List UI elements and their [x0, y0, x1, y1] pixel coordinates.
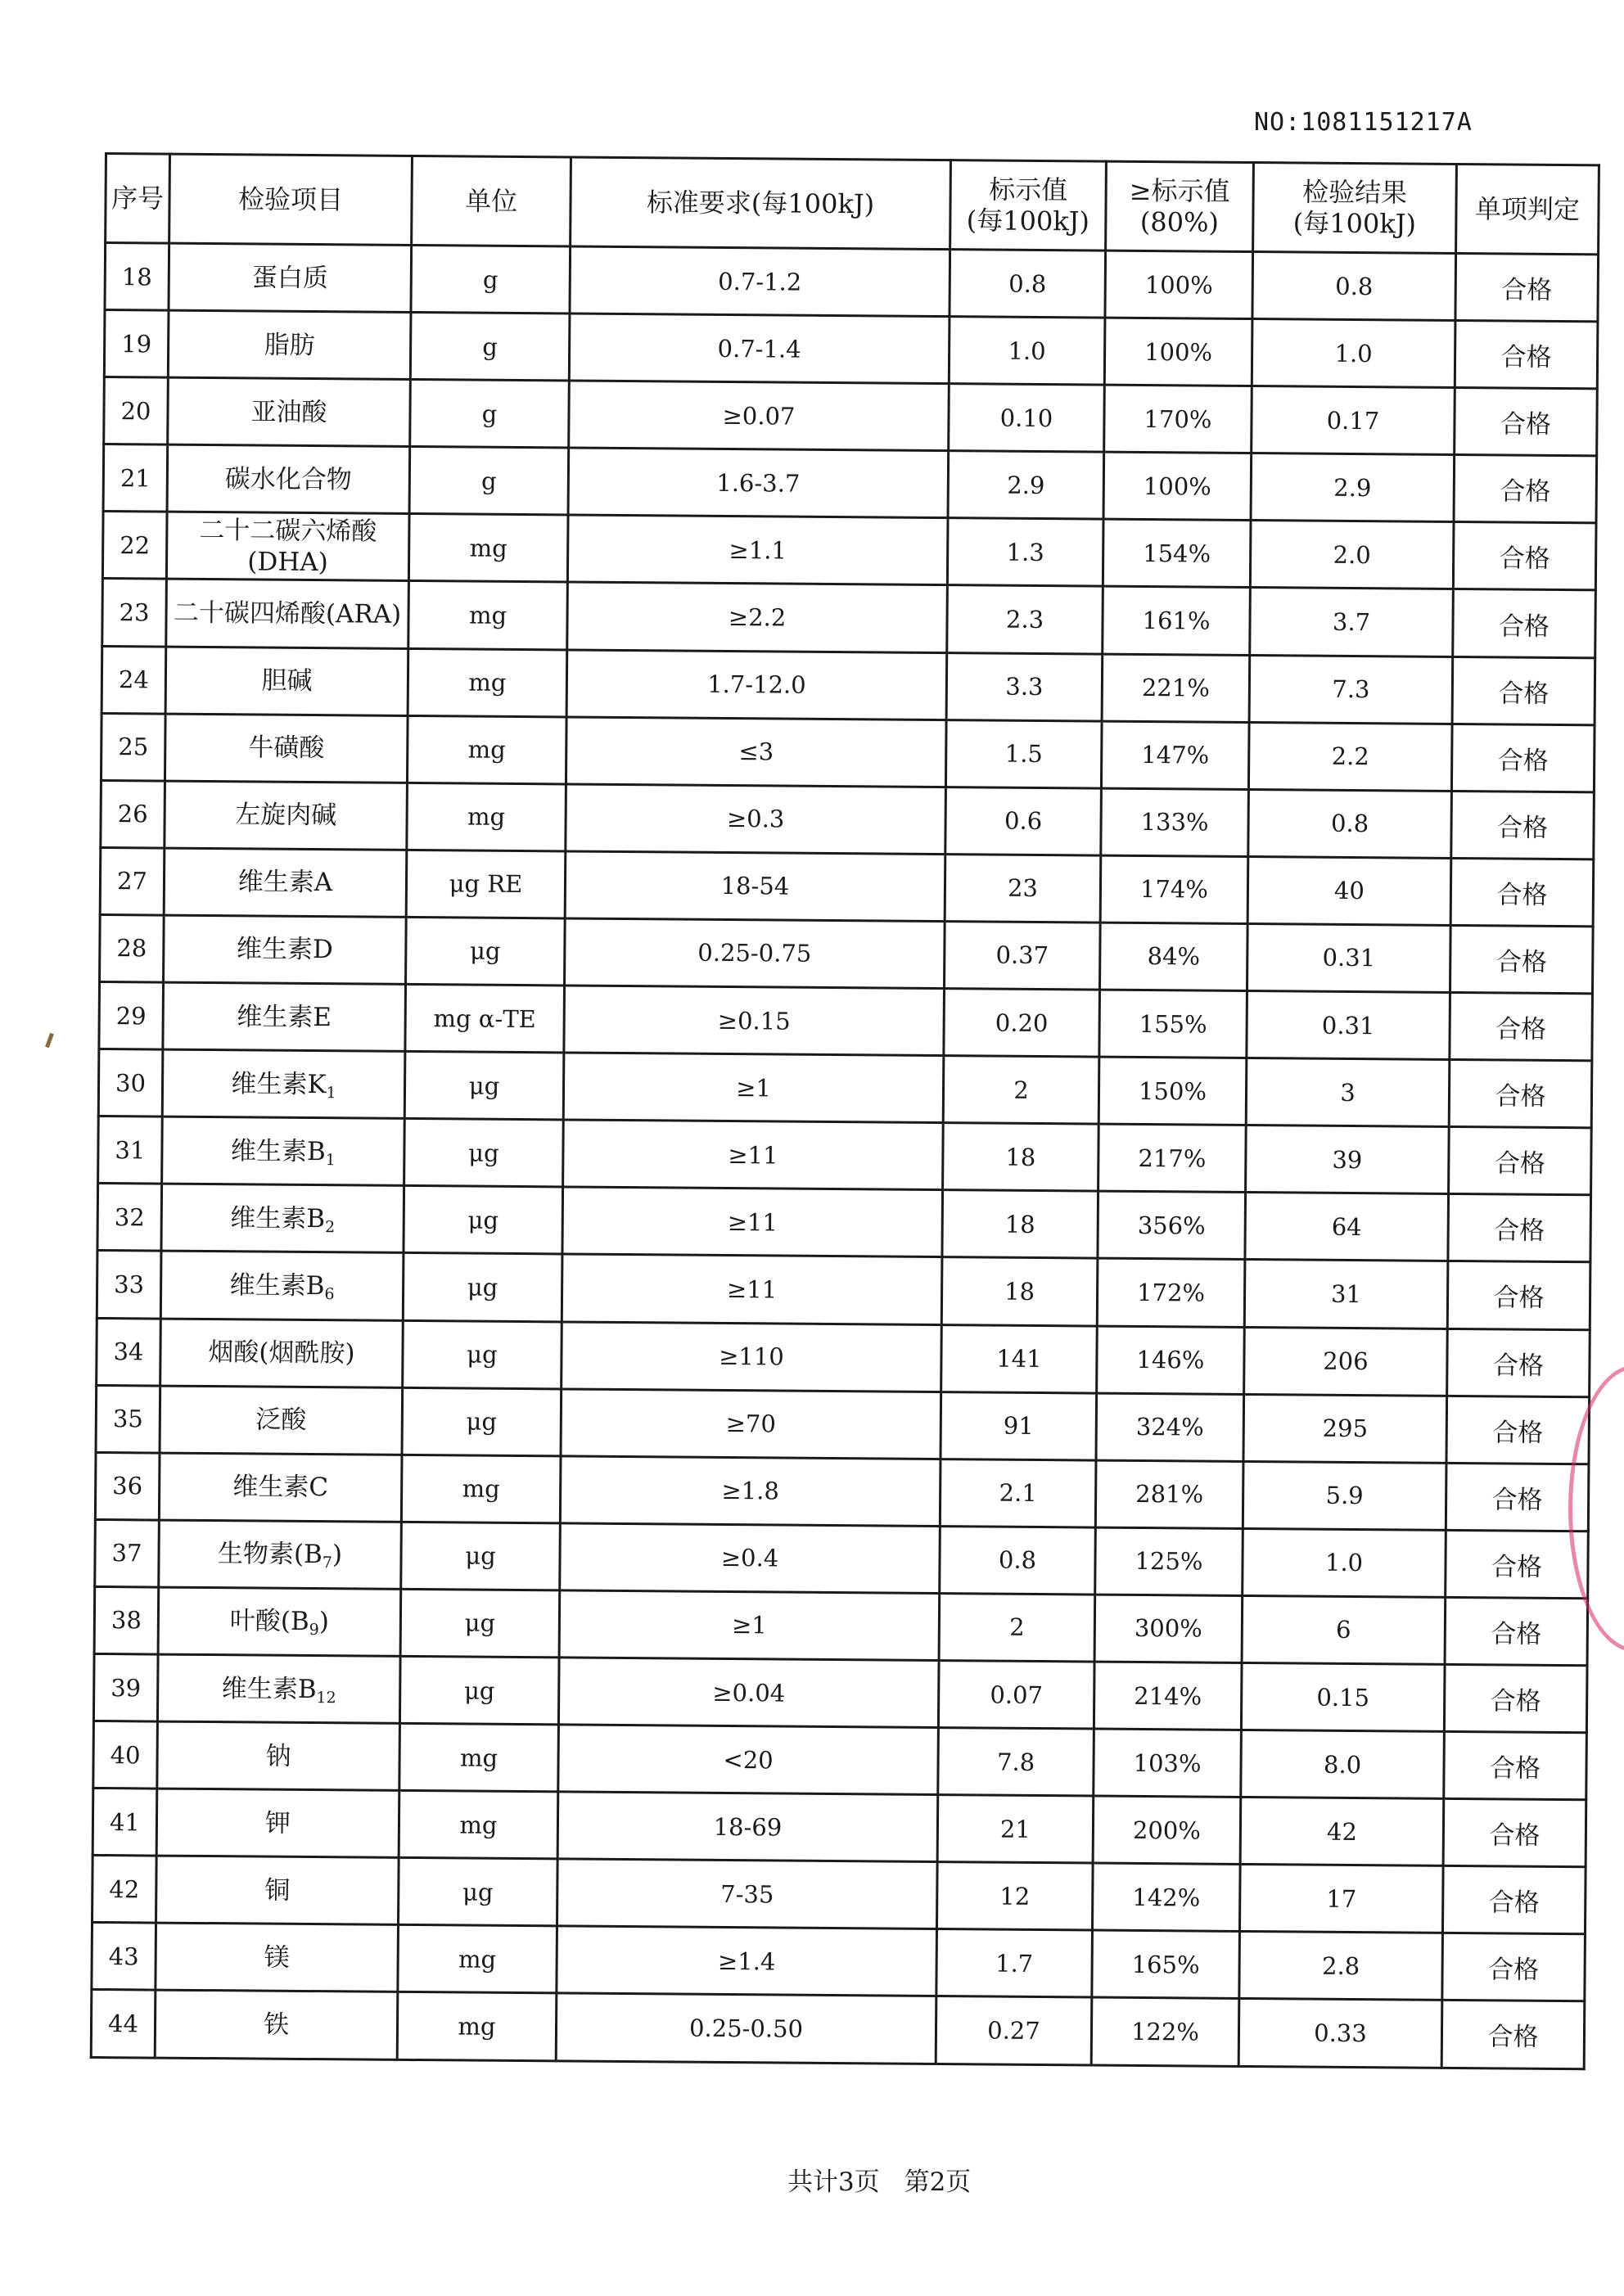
item-name: 镁	[156, 1923, 399, 1992]
labeled-value: 7.8	[938, 1728, 1094, 1797]
ratio-to-label: 122%	[1091, 1997, 1239, 2066]
unit: mg	[408, 581, 568, 650]
item-name: 维生素E	[163, 982, 406, 1051]
unit: μg	[403, 1253, 562, 1322]
judgement: 合格	[1451, 724, 1595, 792]
judgement: 合格	[1446, 1396, 1590, 1464]
test-result: 39	[1246, 1125, 1450, 1194]
unit: μg	[404, 1186, 563, 1255]
table-row	[102, 579, 1596, 657]
item-name: 牛磺酸	[165, 714, 408, 783]
item-name: 脂肪	[168, 310, 411, 379]
unit: mg α-TE	[405, 984, 565, 1053]
ratio-to-label: 221%	[1102, 654, 1250, 723]
standard-requirement: ≥70	[561, 1389, 941, 1459]
row-index: 21	[103, 444, 168, 512]
item-name: 泛酸	[160, 1386, 403, 1455]
test-result: 2.9	[1251, 453, 1455, 522]
table-row	[93, 1721, 1587, 1800]
test-result: 42	[1240, 1798, 1444, 1866]
unit: g	[411, 245, 571, 314]
item-name: 维生素$B_6$	[160, 1251, 404, 1319]
ratio-to-label: 200%	[1093, 1796, 1241, 1865]
unit: μg	[404, 1119, 564, 1188]
unit: g	[409, 447, 569, 516]
row-index: 44	[91, 1990, 156, 2058]
row-index: 42	[92, 1856, 157, 1924]
table-row	[98, 1049, 1592, 1128]
ratio-to-label: 100%	[1103, 452, 1252, 521]
test-result: 31	[1244, 1260, 1448, 1328]
unit: μg	[404, 1052, 564, 1121]
table-row	[94, 1586, 1588, 1665]
standard-requirement: 0.25-0.75	[565, 918, 945, 989]
item-name: 蛋白质	[169, 243, 412, 312]
judgement: 合格	[1447, 1261, 1590, 1329]
labeled-value: 12	[936, 1862, 1093, 1931]
col-header-standard: 标准要求(每100kJ)	[571, 157, 951, 250]
report-number: NO:1081151217A	[1254, 108, 1473, 137]
judgement: 合格	[1452, 656, 1595, 724]
item-name: 维生素D	[164, 915, 407, 984]
labeled-value: 0.10	[949, 384, 1105, 453]
judgement: 合格	[1444, 1664, 1587, 1732]
unit: mg	[408, 514, 568, 583]
ratio-to-label: 324%	[1096, 1393, 1244, 1462]
test-result: 0.31	[1247, 991, 1450, 1060]
labeled-value: 18	[942, 1190, 1098, 1259]
standard-requirement: 18-69	[557, 1792, 938, 1862]
judgement: 合格	[1441, 2001, 1585, 2068]
row-index: 19	[104, 310, 169, 378]
labeled-value: 21	[937, 1795, 1094, 1864]
labeled-value: 0.8	[940, 1526, 1096, 1595]
item-name: 维生素$B_{12}$	[157, 1654, 400, 1723]
judgement: 合格	[1455, 253, 1599, 321]
standard-requirement: 7-35	[557, 1859, 937, 1929]
labeled-value: 0.8	[950, 250, 1106, 318]
standard-requirement: ≥0.15	[564, 986, 945, 1056]
row-index: 34	[97, 1318, 161, 1386]
judgement: 合格	[1450, 925, 1593, 993]
standard-requirement: <20	[558, 1725, 939, 1795]
item-name: 左旋肉碱	[165, 781, 408, 850]
item-name: 维生素C	[159, 1453, 402, 1522]
table-row	[91, 1990, 1585, 2068]
row-index: 33	[97, 1251, 161, 1319]
labeled-value: 1.5	[945, 719, 1102, 788]
ratio-to-label: 172%	[1097, 1258, 1245, 1327]
item-name: 铜	[156, 1856, 399, 1924]
test-result: 40	[1247, 856, 1451, 925]
ratio-to-label: 217%	[1098, 1124, 1247, 1193]
ratio-to-label: 170%	[1104, 385, 1252, 453]
item-name: 碳水化合物	[167, 444, 410, 513]
row-index: 27	[100, 847, 165, 915]
standard-requirement: ≥1.1	[567, 515, 948, 585]
row-index: 36	[95, 1452, 160, 1520]
ratio-to-label: 154%	[1103, 519, 1251, 588]
judgement: 合格	[1450, 992, 1593, 1060]
test-result: 295	[1243, 1394, 1447, 1463]
item-name: 烟酸(烟酰胺)	[160, 1319, 404, 1387]
col-header-result: 检验结果 (每100kJ)	[1253, 163, 1457, 254]
table-row	[92, 1856, 1586, 1934]
table-row	[99, 982, 1593, 1061]
table-row	[97, 1251, 1590, 1329]
standard-requirement: ≥0.4	[560, 1523, 941, 1594]
test-result: 3.7	[1250, 588, 1454, 656]
item-name: 二十碳四烯酸(ARA)	[166, 580, 409, 648]
labeled-value: 0.6	[945, 787, 1102, 855]
test-result: 206	[1244, 1327, 1448, 1396]
judgement: 合格	[1455, 321, 1598, 389]
row-index: 20	[104, 377, 169, 445]
table-row	[100, 847, 1594, 926]
col-header-judgement: 单项判定	[1456, 164, 1599, 254]
table-row	[92, 1789, 1586, 1867]
row-index: 43	[92, 1923, 156, 1991]
labeled-value: 23	[945, 854, 1101, 922]
standard-requirement: ≥11	[563, 1120, 944, 1190]
labeled-value: 2	[943, 1056, 1099, 1125]
labeled-value: 1.3	[947, 518, 1103, 587]
test-result: 0.15	[1241, 1662, 1445, 1731]
standard-requirement: 0.7-1.4	[569, 314, 950, 384]
unit: μg	[406, 917, 566, 986]
unit: mg	[407, 715, 566, 784]
standard-requirement: 0.7-1.2	[570, 246, 950, 317]
row-index: 38	[94, 1586, 159, 1654]
row-index: 37	[95, 1519, 160, 1587]
row-index: 28	[100, 914, 165, 982]
row-index: 24	[102, 646, 166, 714]
standard-requirement: ≥0.3	[566, 784, 946, 855]
ratio-to-label: 214%	[1094, 1662, 1242, 1730]
col-header-ratio: ≥标示值 (80%)	[1106, 161, 1254, 251]
labeled-value: 3.3	[946, 652, 1103, 721]
ratio-to-label: 150%	[1098, 1057, 1247, 1125]
judgement: 合格	[1447, 1328, 1590, 1396]
item-name: 钠	[157, 1721, 400, 1790]
judgement: 合格	[1445, 1597, 1588, 1665]
item-name: 维生素A	[164, 848, 407, 917]
unit: g	[410, 313, 570, 381]
test-result: 0.31	[1247, 923, 1450, 992]
unit: mg	[401, 1455, 561, 1523]
inspection-results-table	[90, 152, 1600, 2070]
row-index: 31	[98, 1116, 163, 1184]
standard-requirement: ≥110	[562, 1321, 942, 1392]
labeled-value: 1.7	[936, 1929, 1093, 1998]
judgement: 合格	[1450, 858, 1594, 926]
labeled-value: 0.37	[945, 922, 1101, 990]
test-result: 6	[1242, 1595, 1446, 1664]
item-name: 生物素$(B_7)$	[159, 1520, 402, 1589]
judgement: 合格	[1453, 589, 1596, 657]
labeled-value: 2.9	[948, 451, 1104, 520]
unit: μg	[399, 1858, 558, 1927]
unit: mg	[408, 648, 567, 717]
ratio-to-label: 103%	[1094, 1729, 1242, 1798]
ratio-to-label: 142%	[1092, 1863, 1240, 1932]
judgement: 合格	[1444, 1731, 1587, 1799]
row-index: 26	[101, 780, 165, 848]
judgement: 合格	[1455, 388, 1598, 456]
ratio-to-label: 155%	[1099, 990, 1247, 1058]
row-index: 35	[96, 1385, 160, 1453]
table-row	[102, 646, 1595, 724]
judgement: 合格	[1453, 522, 1596, 590]
unit: μg	[403, 1320, 562, 1389]
unit: μg	[402, 1387, 562, 1456]
labeled-value: 0.27	[936, 1996, 1092, 2065]
row-index: 18	[105, 243, 169, 311]
table-row	[98, 1116, 1592, 1195]
unit: μg	[400, 1589, 560, 1658]
judgement: 合格	[1446, 1530, 1589, 1598]
item-name: 铁	[155, 1990, 398, 2059]
item-name: 叶酸$(B_9)$	[158, 1587, 401, 1656]
standard-requirement: ≥2.2	[567, 582, 948, 652]
judgement: 合格	[1449, 1127, 1592, 1195]
table-row	[92, 1923, 1586, 2001]
judgement: 合格	[1449, 1060, 1592, 1128]
judgement: 合格	[1442, 1866, 1586, 1934]
standard-requirement: ≥1	[559, 1590, 940, 1661]
ratio-to-label: 161%	[1103, 587, 1251, 656]
item-name: 二十二碳六烯酸 (DHA)	[166, 512, 409, 580]
test-result: 1.0	[1243, 1528, 1446, 1597]
ratio-to-label: 165%	[1092, 1930, 1240, 1999]
unit: μg RE	[406, 850, 566, 918]
unit: mg	[407, 783, 566, 851]
item-name: 维生素$K_1$	[162, 1049, 405, 1118]
row-index: 22	[102, 512, 167, 580]
test-result: 0.33	[1238, 1999, 1442, 2068]
test-result: 1.0	[1252, 319, 1455, 388]
labeled-value: 0.20	[944, 989, 1100, 1058]
labeled-value: 0.07	[938, 1661, 1094, 1730]
ratio-to-label: 100%	[1104, 318, 1252, 386]
test-result: 7.3	[1249, 655, 1453, 724]
judgement: 合格	[1442, 1933, 1586, 2001]
test-result: 64	[1245, 1193, 1449, 1261]
table-row	[101, 713, 1595, 792]
table-row	[101, 780, 1595, 859]
row-index: 40	[93, 1721, 158, 1789]
page-footer: 共计3页 第2页	[787, 2167, 972, 2197]
table-row	[105, 243, 1599, 322]
ratio-to-label: 356%	[1098, 1191, 1246, 1260]
row-index: 30	[98, 1049, 163, 1117]
row-index: 25	[101, 713, 165, 781]
table-body	[91, 243, 1598, 2069]
table-row	[93, 1653, 1587, 1732]
table-row	[102, 512, 1596, 590]
unit: g	[410, 380, 570, 449]
standard-requirement: 0.25-0.50	[556, 1993, 936, 2064]
standard-requirement: 18-54	[565, 851, 945, 922]
ratio-to-label: 133%	[1101, 788, 1249, 857]
unit: mg	[397, 1992, 557, 2061]
test-result: 0.8	[1252, 252, 1456, 321]
labeled-value: 1.0	[949, 317, 1105, 386]
item-name: 亚油酸	[168, 377, 411, 446]
standard-requirement: ≥11	[562, 1187, 943, 1257]
table-row	[97, 1184, 1591, 1262]
ratio-to-label: 147%	[1101, 721, 1249, 790]
col-header-index: 序号	[106, 154, 170, 244]
judgement: 合格	[1443, 1799, 1586, 1867]
item-name: 维生素$B_1$	[162, 1116, 405, 1185]
table-row	[100, 914, 1594, 993]
table-row	[96, 1385, 1590, 1464]
col-header-item: 检验项目	[169, 154, 413, 245]
table-row	[97, 1318, 1590, 1396]
test-result: 2.0	[1250, 521, 1454, 589]
ratio-to-label: 125%	[1095, 1527, 1243, 1596]
col-header-labeled: 标示值 (每100kJ)	[950, 160, 1107, 250]
standard-requirement: 1.7-12.0	[566, 650, 947, 720]
test-result: 0.8	[1248, 789, 1452, 858]
ratio-to-label: 174%	[1100, 855, 1248, 924]
unit: μg	[399, 1656, 559, 1725]
test-result: 8.0	[1241, 1730, 1445, 1799]
ratio-to-label: 300%	[1094, 1595, 1243, 1663]
standard-requirement: ≥1.4	[557, 1926, 937, 1996]
table-row	[104, 377, 1598, 456]
labeled-value: 141	[941, 1324, 1098, 1393]
ratio-to-label: 100%	[1105, 250, 1253, 319]
table-row	[103, 444, 1597, 523]
table-row	[95, 1452, 1589, 1531]
labeled-value: 18	[943, 1123, 1099, 1192]
judgement: 合格	[1446, 1463, 1589, 1531]
table-header-row	[106, 154, 1599, 255]
standard-requirement: 1.6-3.7	[568, 448, 949, 518]
labeled-value: 18	[941, 1257, 1098, 1326]
labeled-value: 2.1	[940, 1459, 1096, 1527]
labeled-value: 2.3	[947, 585, 1103, 654]
col-header-unit: 单位	[412, 156, 571, 246]
row-index: 23	[102, 579, 167, 647]
table-row	[104, 310, 1598, 389]
unit: mg	[398, 1925, 557, 1994]
standard-requirement: ≥0.07	[569, 381, 950, 451]
unit: μg	[401, 1522, 561, 1590]
ratio-to-label: 281%	[1095, 1460, 1243, 1529]
judgement: 合格	[1451, 791, 1595, 859]
standard-requirement: ≤3	[566, 717, 946, 787]
test-result: 5.9	[1243, 1461, 1446, 1530]
standard-requirement: ≥0.04	[558, 1658, 939, 1728]
standard-requirement: ≥1.8	[560, 1456, 941, 1527]
judgement: 合格	[1448, 1194, 1591, 1262]
standard-requirement: ≥1	[563, 1053, 944, 1123]
test-result: 0.17	[1252, 386, 1455, 455]
standard-requirement: ≥11	[562, 1254, 942, 1324]
row-index: 32	[97, 1184, 162, 1252]
test-result: 2.8	[1239, 1932, 1443, 2001]
ratio-to-label: 146%	[1097, 1326, 1245, 1395]
unit: mg	[399, 1723, 559, 1792]
table-row	[95, 1519, 1589, 1598]
test-result: 3	[1246, 1058, 1450, 1127]
item-name: 钾	[156, 1789, 399, 1857]
row-index: 39	[93, 1653, 158, 1721]
scan-mark	[45, 1033, 54, 1049]
test-result: 17	[1239, 1865, 1443, 1933]
ratio-to-label: 84%	[1100, 922, 1248, 991]
labeled-value: 91	[941, 1392, 1097, 1460]
judgement: 合格	[1454, 455, 1597, 523]
row-index: 41	[92, 1789, 157, 1856]
item-name: 胆碱	[165, 647, 408, 715]
labeled-value: 2	[939, 1593, 1095, 1662]
unit: mg	[399, 1791, 558, 1860]
test-result: 2.2	[1248, 722, 1452, 791]
row-index: 29	[99, 982, 164, 1050]
item-name: 维生素$B_2$	[161, 1184, 404, 1252]
